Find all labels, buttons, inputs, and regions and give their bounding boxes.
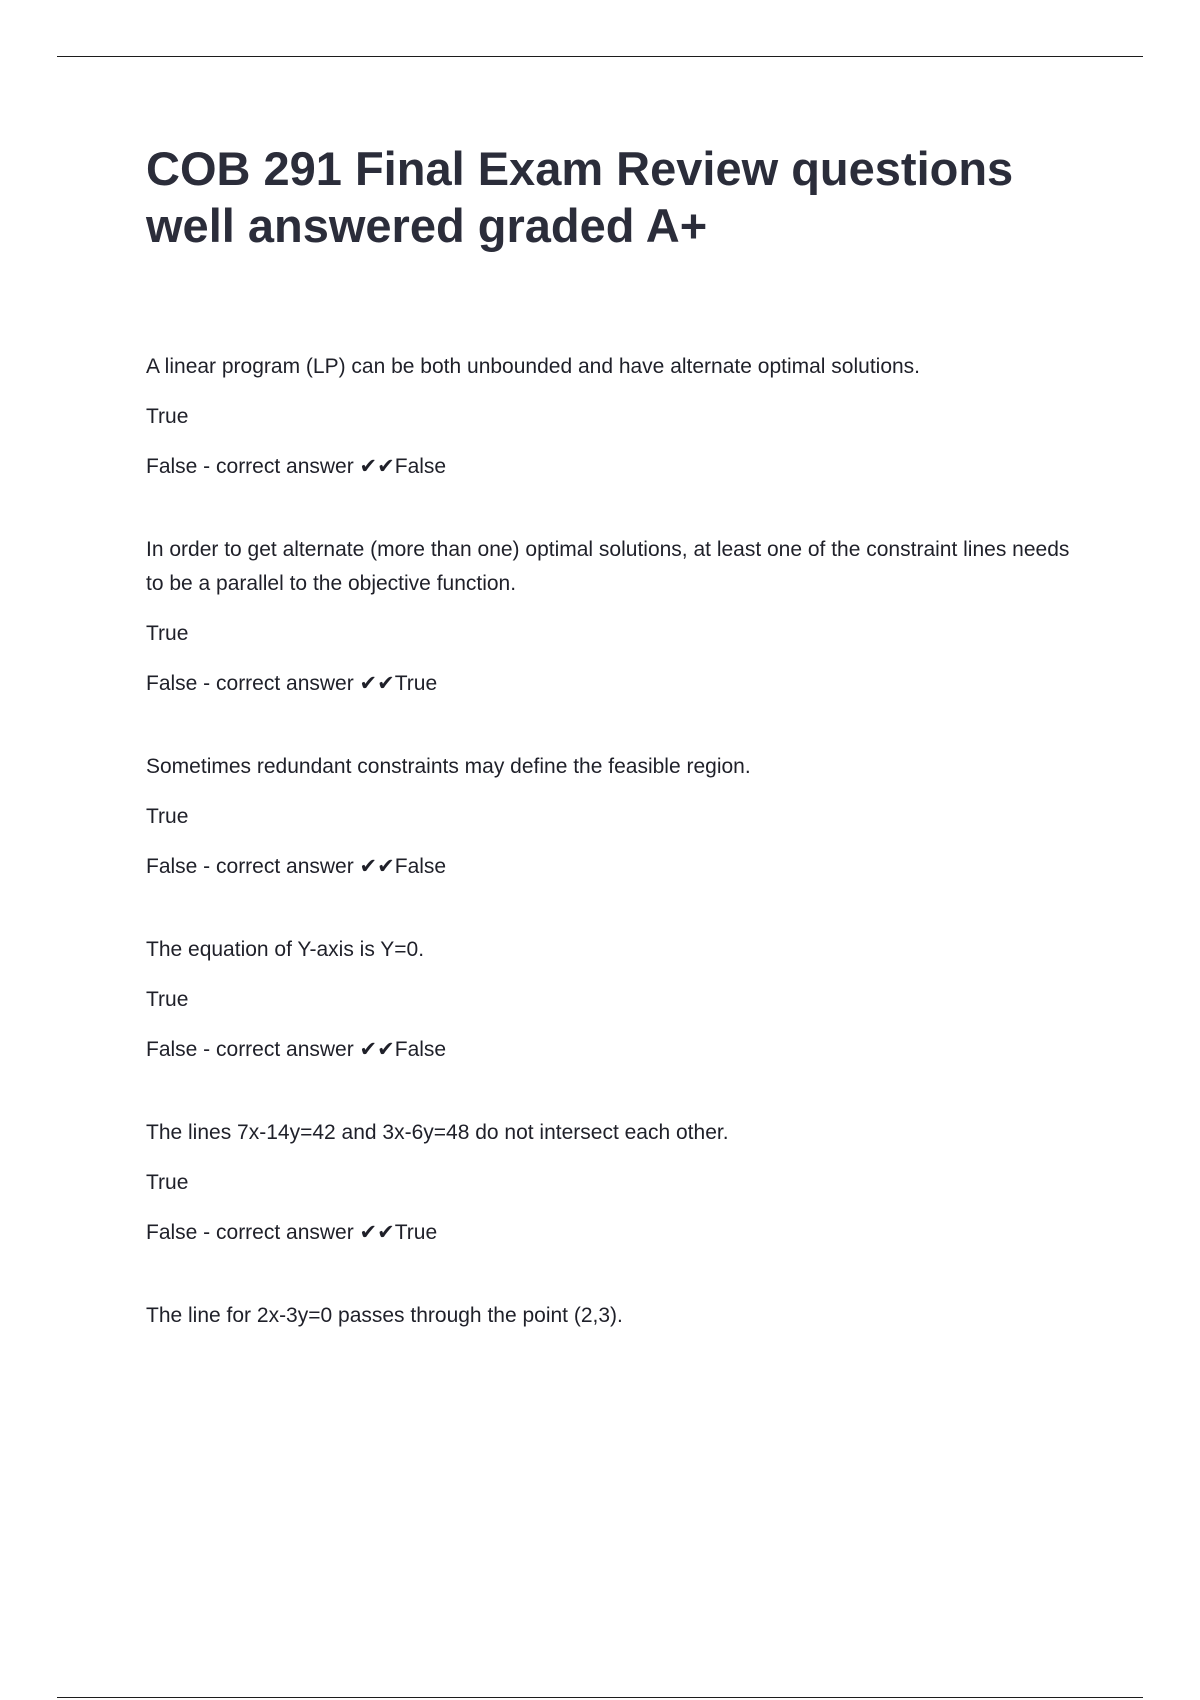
option-true: True xyxy=(146,805,189,828)
bottom-divider xyxy=(57,1697,1143,1698)
option-false-with-answer: False - correct answer ✔✔True xyxy=(146,1221,438,1244)
question-item xyxy=(146,533,1076,701)
option-false-with-answer: False - correct answer ✔✔False xyxy=(146,455,447,478)
question-item xyxy=(146,1299,1076,1333)
question-item xyxy=(146,750,1076,884)
question-prompt: The lines 7x-14y=42 and 3x-6y=48 do not intersect each other. xyxy=(146,1121,729,1144)
question-prompt: The line for 2x-3y=0 passes through the point (2,3). xyxy=(146,1304,623,1327)
option-false-with-answer: False - correct answer ✔✔True xyxy=(146,672,438,695)
question-item xyxy=(146,350,1076,484)
question-prompt: In order to get alternate (more than one) optimal solutions, at least one of the constraint lines needs to be a parallel to the objective function. xyxy=(146,538,1070,595)
option-false-with-answer: False - correct answer ✔✔False xyxy=(146,855,447,878)
question-item xyxy=(146,933,1076,1067)
option-true: True xyxy=(146,405,189,428)
option-true: True xyxy=(146,988,189,1011)
question-item xyxy=(146,1116,1076,1250)
option-false-with-answer: False - correct answer ✔✔False xyxy=(146,1038,447,1061)
top-divider xyxy=(57,56,1143,57)
document-title: COB 291 Final Exam Review questions well answered graded A+ xyxy=(146,142,1014,252)
option-true: True xyxy=(146,622,189,645)
question-prompt: The equation of Y-axis is Y=0. xyxy=(146,938,425,961)
question-prompt: Sometimes redundant constraints may define the feasible region. xyxy=(146,755,751,778)
question-prompt: A linear program (LP) can be both unbounded and have alternate optimal solutions. xyxy=(146,355,921,378)
document-body xyxy=(146,140,1076,1382)
question-list xyxy=(146,350,1076,1333)
option-true: True xyxy=(146,1171,189,1194)
